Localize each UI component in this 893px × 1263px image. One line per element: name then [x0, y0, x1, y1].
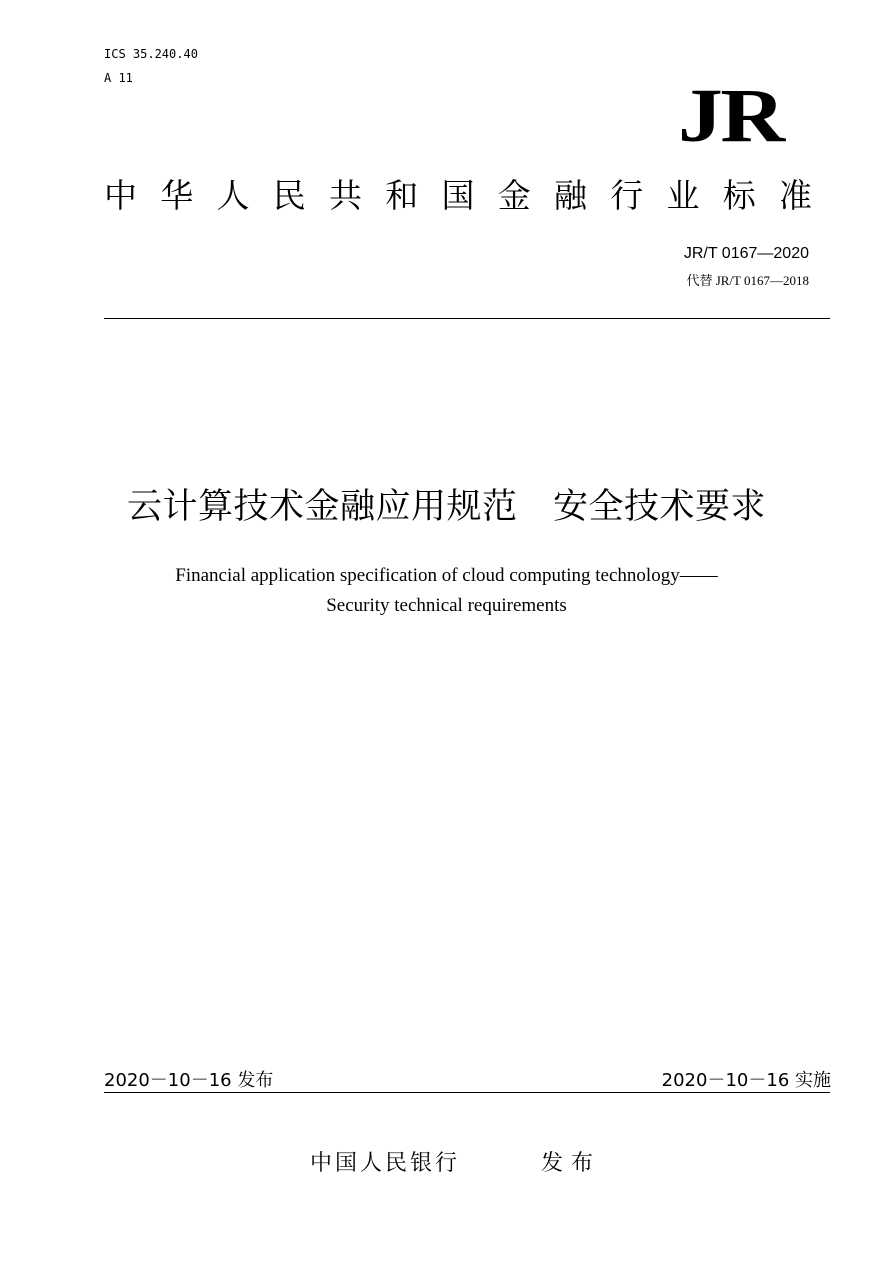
standard-category-char: 共 [329, 176, 362, 215]
classification-code: A 11 [104, 71, 133, 85]
replaces-standard: 代替 JR/T 0167—2018 [686, 273, 809, 288]
standard-number: JR/T 0167—2020 [683, 245, 809, 262]
standard-category-char: 和 [385, 176, 419, 215]
header-divider [104, 318, 830, 319]
issuer-action: 发布 [541, 1151, 602, 1176]
standard-category [104, 176, 812, 216]
ics-code: ICS 35.240.40 [104, 47, 198, 61]
standard-category-char: 华 [160, 176, 194, 215]
standard-category-char: 行 [610, 176, 644, 215]
document-title-english-line1: Financial application specification of cloud computing technology—— [175, 565, 718, 586]
standard-category-char: 中 [104, 176, 137, 215]
footer-divider [104, 1092, 830, 1093]
document-title-chinese: 云计算技术金融应用规范 安全技术要求 [126, 487, 766, 527]
publish-date: 2020－10－16 发布 [104, 1070, 274, 1091]
standard-category-char: 标 [722, 176, 756, 215]
standard-category-char: 人 [216, 176, 250, 215]
standard-category-char: 准 [779, 176, 812, 215]
implement-date: 2020－10－16 实施 [661, 1070, 831, 1091]
document-title-english-line2: Security technical requirements [326, 595, 567, 616]
issuer-name: 中国人民银行 [310, 1151, 461, 1176]
standard-category-char: 民 [272, 176, 306, 215]
standard-category-char: 业 [666, 176, 700, 215]
jr-logo: JR [677, 74, 783, 158]
standard-category-char: 金 [497, 176, 531, 215]
standard-category-char: 国 [441, 176, 475, 215]
standard-category-char: 融 [554, 176, 587, 215]
